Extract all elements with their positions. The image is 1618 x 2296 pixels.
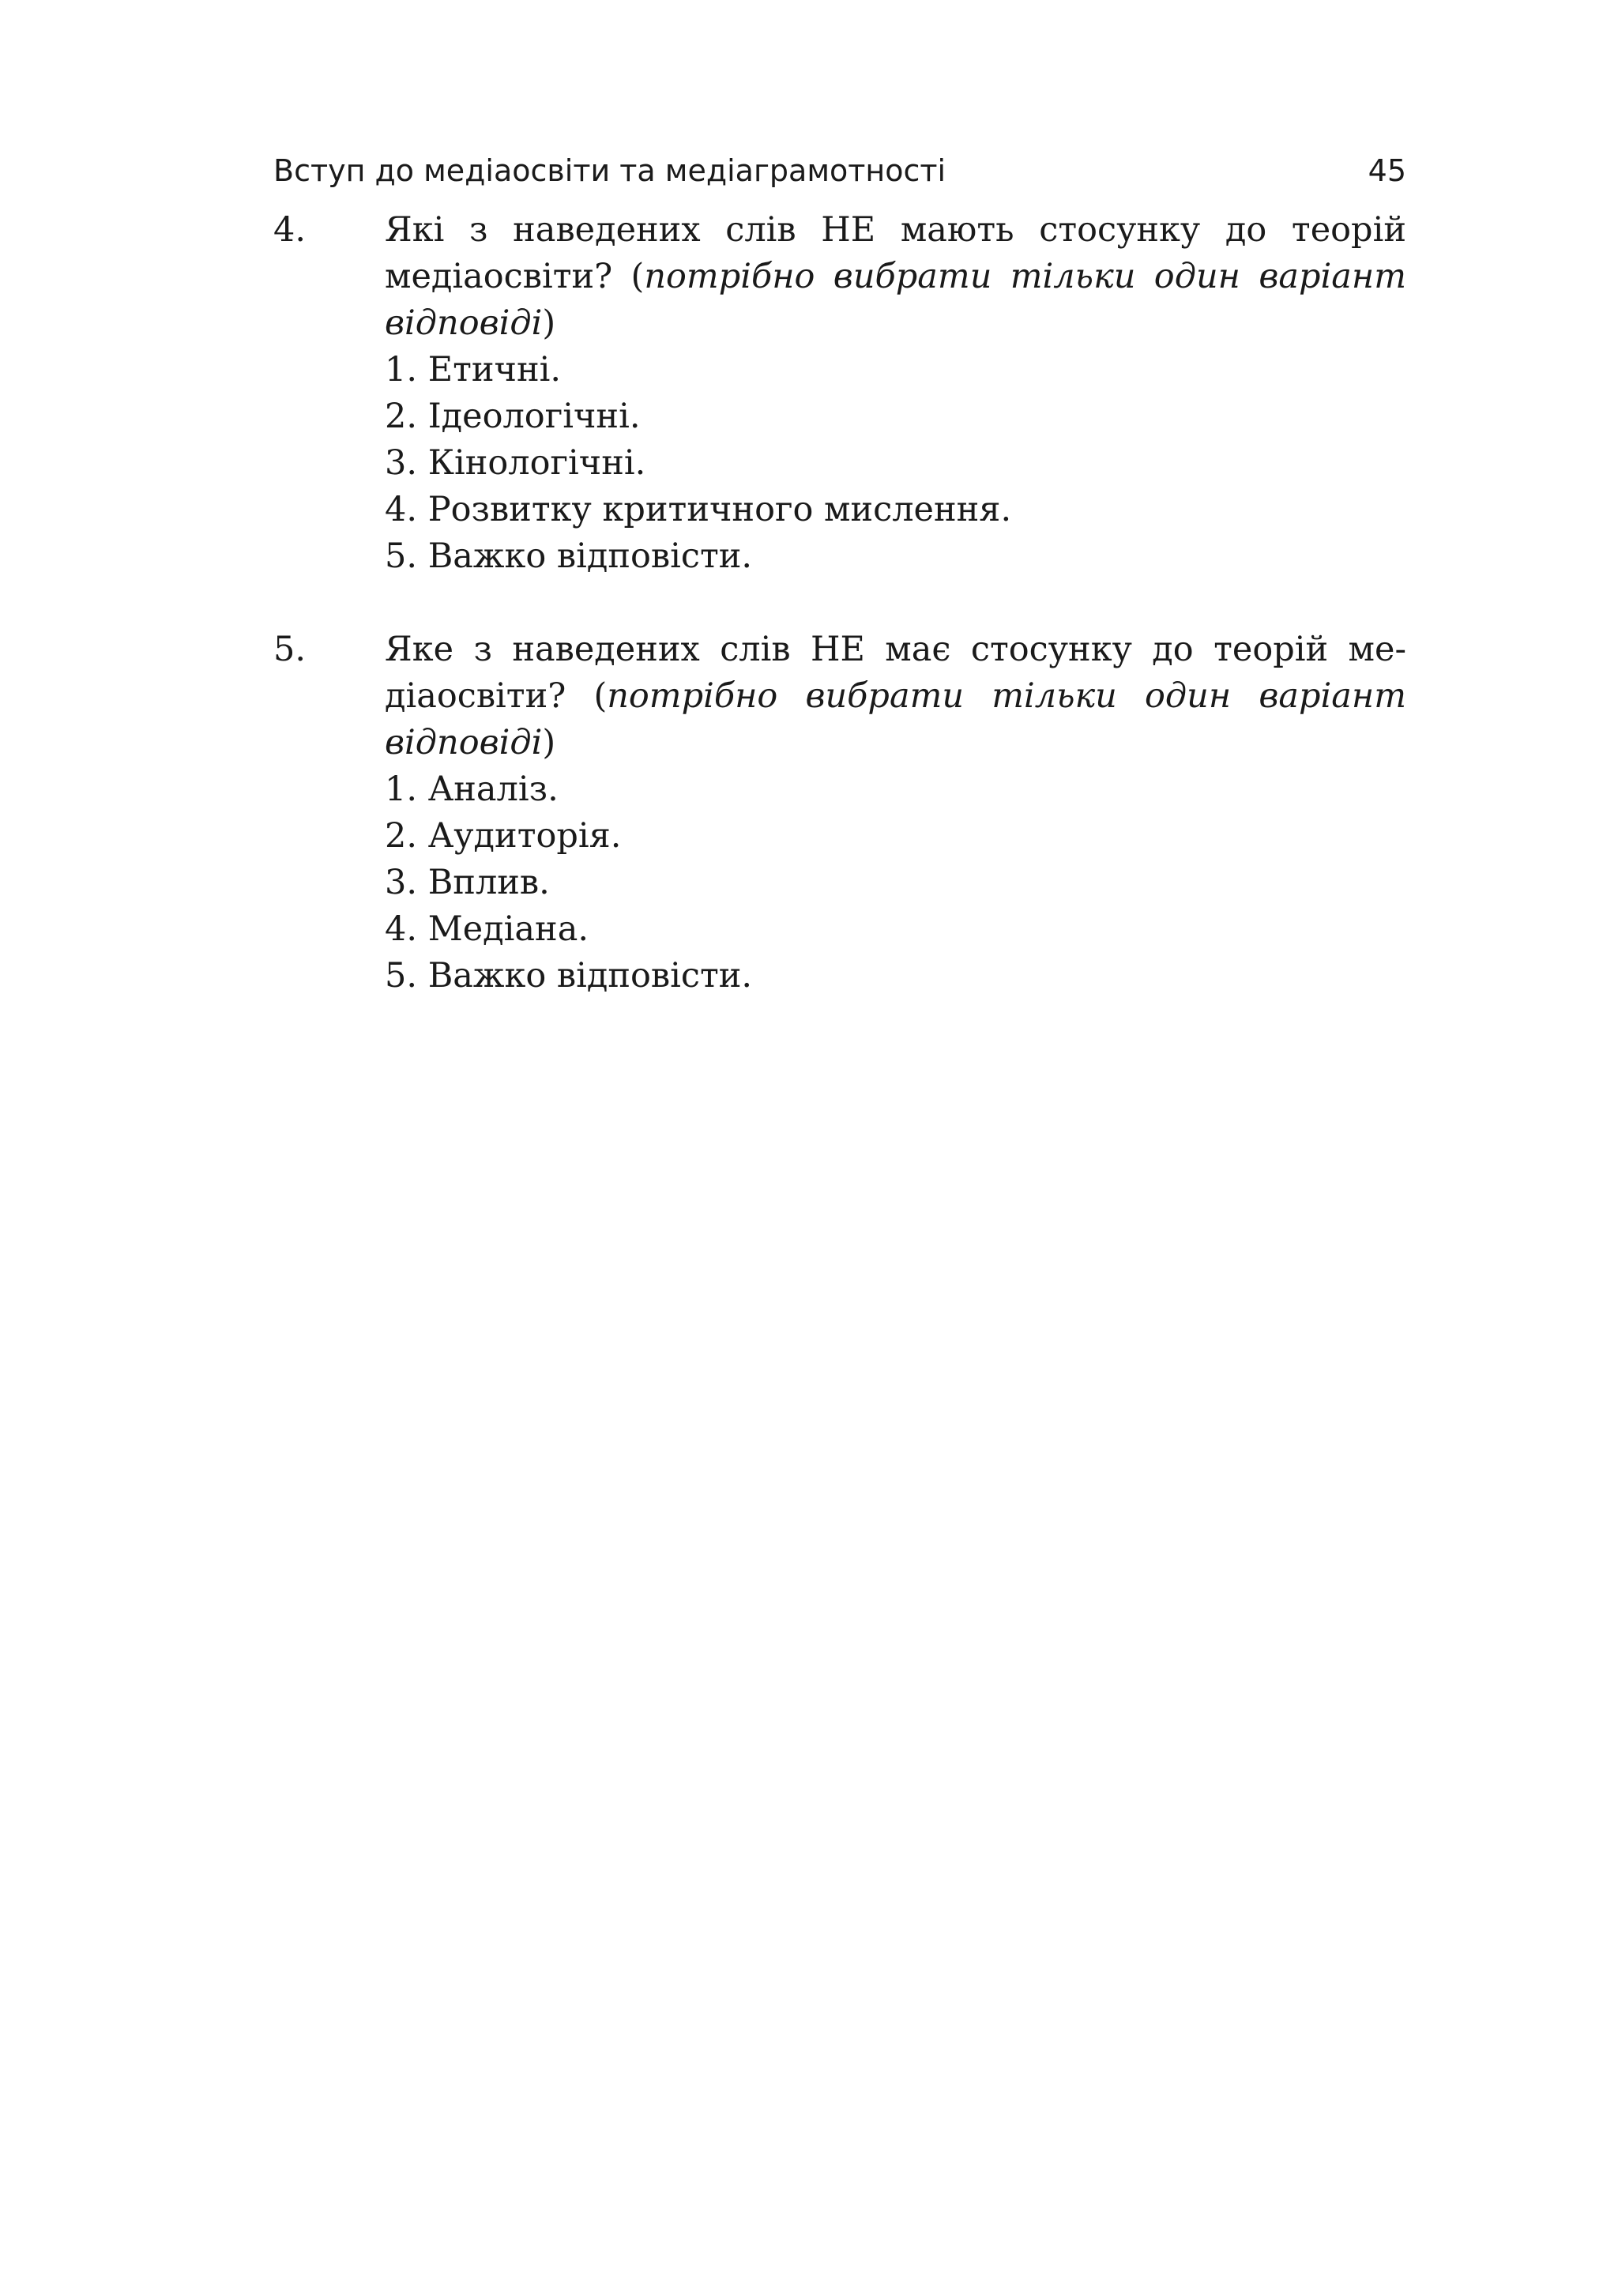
answer-options: [385, 347, 1406, 580]
answer-option: 3. Кінологічні.: [385, 443, 646, 483]
answer-option: 3. Вплив.: [385, 863, 550, 902]
answer-option: 4. Розвитку критичного мислення.: [385, 490, 1012, 529]
question-text: [385, 207, 1406, 347]
question-number: 5.: [273, 630, 307, 669]
question-instruction-close: ): [542, 723, 556, 762]
question-5: [273, 627, 1406, 999]
question-stem: Які з наведених слів НЕ мають стосунку до теорій медіаосвіти? (: [385, 210, 1406, 296]
question-4: [273, 207, 1406, 580]
question-text: [385, 627, 1406, 766]
book-title: Вступ до медіаосвіти та медіаграмотності: [273, 153, 946, 188]
answer-option: 4. Медіана.: [385, 909, 589, 949]
page-content: [273, 207, 1406, 999]
answer-option: 1. Аналіз.: [385, 770, 559, 809]
page-number: 45: [1368, 153, 1406, 188]
question-stem: Яке з наведених слів НЕ має стосунку до теорій медіаосвіти? (: [385, 630, 1406, 716]
question-instruction: потрібно вибрати тільки один варіант відповіді: [385, 676, 1406, 762]
question-instruction-close: ): [542, 303, 556, 343]
answer-option: 5. Важко відповісти.: [385, 536, 753, 576]
question-instruction: потрібно вибрати тільки один варіант відповіді: [385, 257, 1407, 343]
running-head: [273, 149, 1406, 193]
answer-option: 1. Етичні.: [385, 350, 562, 390]
answer-option: 5. Важко відповісти.: [385, 956, 753, 996]
answer-option: 2. Ідеологічні.: [385, 397, 641, 436]
answer-options: [385, 766, 1406, 999]
question-number: 4.: [273, 210, 307, 250]
answer-option: 2. Аудиторія.: [385, 816, 622, 856]
